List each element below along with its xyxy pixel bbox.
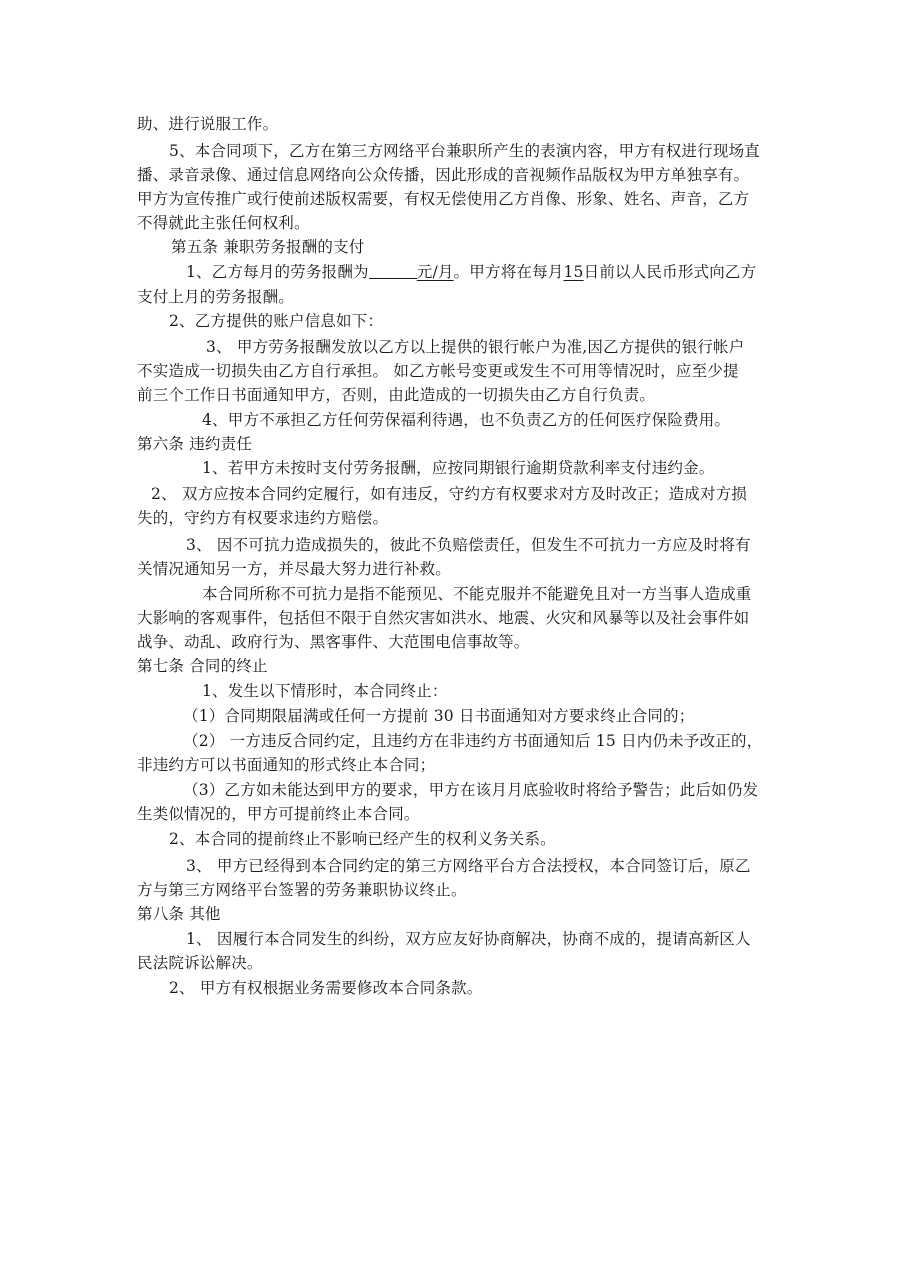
- text-segment: 1、乙方每月的劳务报酬为: [186, 263, 369, 281]
- paragraph-line: 本合同所称不可抗力是指不能预见、不能克服并不能避免且对一方当事人造成重: [202, 585, 752, 603]
- paragraph-line: 支付上月的劳务报酬。: [137, 288, 295, 306]
- paragraph-line: 方与第三方网络平台签署的劳务兼职协议终止。: [137, 881, 467, 899]
- section-heading-article-5: 第五条 兼职劳务报酬的支付: [171, 238, 365, 256]
- text-segment: 。甲方将在每月: [453, 263, 564, 281]
- paragraph-line: 2、 甲方有权根据业务需要修改本合同条款。: [169, 979, 483, 997]
- paragraph-line: 2、本合同的提前终止不影响已经产生的权利义务关系。: [169, 830, 556, 848]
- paragraph-line: 2、乙方提供的账户信息如下：: [169, 312, 384, 330]
- paragraph-line: 3、 因不可抗力造成损失的，彼此不负赔偿责任，但发生不可抗力一方应及时将有: [186, 536, 751, 554]
- paragraph-line: 关情况通知另一方，并尽最大努力进行补救。: [137, 560, 452, 578]
- paragraph-line: 1、 因履行本合同发生的纠纷，双方应友好协商解决，协商不成的，提请高新区人: [186, 930, 751, 948]
- section-heading-article-8: 第八条 其他: [137, 905, 221, 923]
- unit-text: 元/月: [416, 263, 454, 281]
- paragraph-line: （1）合同期限届满或任何一方提前 30 日书面通知对方要求终止合同的；: [183, 707, 695, 725]
- paragraph-line: 3、 甲方劳务报酬发放以乙方以上提供的银行帐户为准,因乙方提供的银行帐户: [206, 338, 745, 356]
- paragraph-line: （2） 一方违反合同约定，且违约方在非违约方书面通知后 15 日内仍未予改正的，: [183, 732, 763, 750]
- paragraph-line: 1、若甲方未按时支付劳务报酬，应按同期银行逾期贷款利率支付违约金。: [202, 459, 715, 477]
- section-heading-article-6: 第六条 违约责任: [137, 435, 253, 453]
- paragraph-line: 5、本合同项下，乙方在第三方网络平台兼职所产生的表演内容，甲方有权进行现场直: [169, 142, 760, 160]
- amount-blank: [369, 263, 417, 279]
- paragraph-line: 4、甲方不承担乙方任何劳保福利待遇，也不负责乙方的任何医疗保险费用。: [202, 411, 731, 429]
- text-segment: 日前以人民币形式向乙方: [583, 263, 757, 281]
- paragraph-line: 播、录音录像、通过信息网络向公众传播，因此形成的音视频作品版权为甲方单独享有。: [137, 166, 750, 184]
- paragraph-line: （3）乙方如未能达到甲方的要求，甲方在该月月底验收时将给予警告；此后如仍发: [183, 781, 759, 799]
- paragraph-line: 前三个工作日书面通知甲方，否则，由此造成的一切损失由乙方自行负责。: [137, 386, 656, 404]
- paragraph-line: 失的，守约方有权要求违约方赔偿。: [137, 509, 389, 527]
- paragraph-line: 不得就此主张任何权利。: [137, 214, 310, 232]
- paragraph-line-remuneration: [186, 262, 756, 282]
- paragraph-line: 民法院诉讼解决。: [137, 954, 263, 972]
- paragraph-line: 生类似情况的，甲方可提前终止本合同。: [137, 805, 420, 823]
- paragraph-line: 非违约方可以书面通知的形式终止本合同；: [137, 756, 436, 774]
- paragraph-line: 大影响的客观事件，包括但不限于自然灾害如洪水、地震、火灾和风暴等以及社会事件如: [137, 609, 750, 627]
- paragraph-line: 甲方为宣传推广或行使前述版权需要，有权无偿使用乙方肖像、形象、姓名、声音，乙方: [137, 190, 750, 208]
- paragraph-line: 2、 双方应按本合同约定履行，如有违反，守约方有权要求对方及时改正；造成对方损: [151, 485, 748, 503]
- section-heading-article-7: 第七条 合同的终止: [137, 657, 268, 675]
- payment-day: 15: [563, 263, 584, 281]
- paragraph-line: 助、进行说服工作。: [137, 115, 279, 133]
- paragraph-line: 战争、动乱、政府行为、黑客事件、大范围电信事故等。: [137, 633, 530, 651]
- paragraph-line: 不实造成一切损失由乙方自行承担。 如乙方帐号变更或发生不可用等情况时，应至少提: [137, 362, 739, 380]
- paragraph-line: 1、发生以下情形时，本合同终止：: [202, 682, 448, 700]
- paragraph-line: 3、 甲方已经得到本合同约定的第三方网络平台方合法授权，本合同签订后，原乙: [186, 857, 751, 875]
